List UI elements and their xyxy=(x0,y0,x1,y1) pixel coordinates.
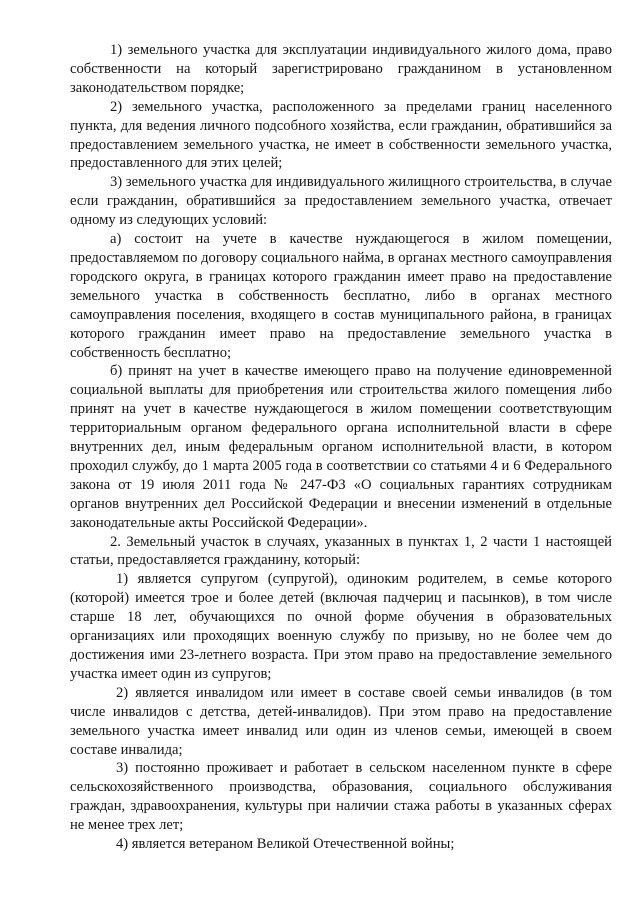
paragraph-part2-item-1: 1) является супругом (супругой), одиноким родителем, в семье которого (которой) имеется трое и более детей (включая падчериц и пасынков), в том числе старше 18 лет, обучающихся по очной форме обучения в образовательных организациях или проходящих военную службу по призыву, но не более чем до достижения ими 23-летнего возраста. При этом право на предоставление земельного участка имеет один из супругов; xyxy=(70,571,612,682)
document-page xyxy=(70,41,612,854)
paragraph-item-1: 1) земельного участка для эксплуатации индивидуального жилого дома, право собственности на который зарегистрировано гражданином в установленном законодательством порядке; xyxy=(70,42,612,96)
paragraph-part-2: 2. Земельный участок в случаях, указанных в пунктах 1, 2 части 1 настоящей статьи, предоставляется гражданину, который: xyxy=(70,533,612,569)
paragraph-subitem-b: б) принят на учет в качестве имеющего право на получение единовременной социальной выплаты для приобретения или строительства жилого помещения либо принят на учет в качестве нуждающегося в жилом помещении соответствующим территориальным органом федерального органа исполнительной власти в сфере внутренних дел, иным федеральным органом исполнительной власти, в котором проходил службу, до 1 марта 2005 года в соответствии со статьями 4 и 6 Федерального закона от 19 июля 2011 года № 247-ФЗ «О социальных гарантиях сотрудникам органов внутренних дел Российской Федерации и внесении изменений в отдельные законодательные акты Российской Федерации». xyxy=(70,363,612,531)
paragraph-part2-item-4: 4) является ветераном Великой Отечественной войны; xyxy=(116,836,455,853)
paragraph-item-2: 2) земельного участка, расположенного за пределами границ населенного пункта, для ведения личного подсобного хозяйства, если гражданин, обратившийся за предоставлением земельного участка, не имеет в собственности земельного участка, предоставленного для этих целей; xyxy=(70,98,612,172)
paragraph-part2-item-2: 2) является инвалидом или имеет в составе своей семьи инвалидов (в том числе инвалидов с детства, детей-инвалидов). При этом право на предоставление земельного участка имеет инвалид или один из членов семьи, имеющей в своем составе инвалида; xyxy=(70,684,612,758)
paragraph-part2-item-3: 3) постоянно проживает и работает в сельском населенном пункте в сфере сельскохозяйственного производства, образования, социального обслуживания граждан, здравоохранения, культуры при наличии стажа работы в указанных сферах не менее трех лет; xyxy=(70,760,612,834)
paragraph-subitem-a: а) состоит на учете в качестве нуждающегося в жилом помещении, предоставляемом по договору социального найма, в органах местного самоуправления городского округа, в границах которого гражданин имеет право на предоставление земельного участка в собственность бесплатно, либо в органах местного самоуправления поселения, входящего в состав муниципального района, в границах которого гражданин имеет право на предоставление земельного участка в собственность бесплатно; xyxy=(70,231,612,361)
paragraph-item-3: 3) земельного участка для индивидуального жилищного строительства, в случае если гражданин, обратившийся за предоставлением земельного участка, отвечает одному из следующих условий: xyxy=(70,174,612,229)
